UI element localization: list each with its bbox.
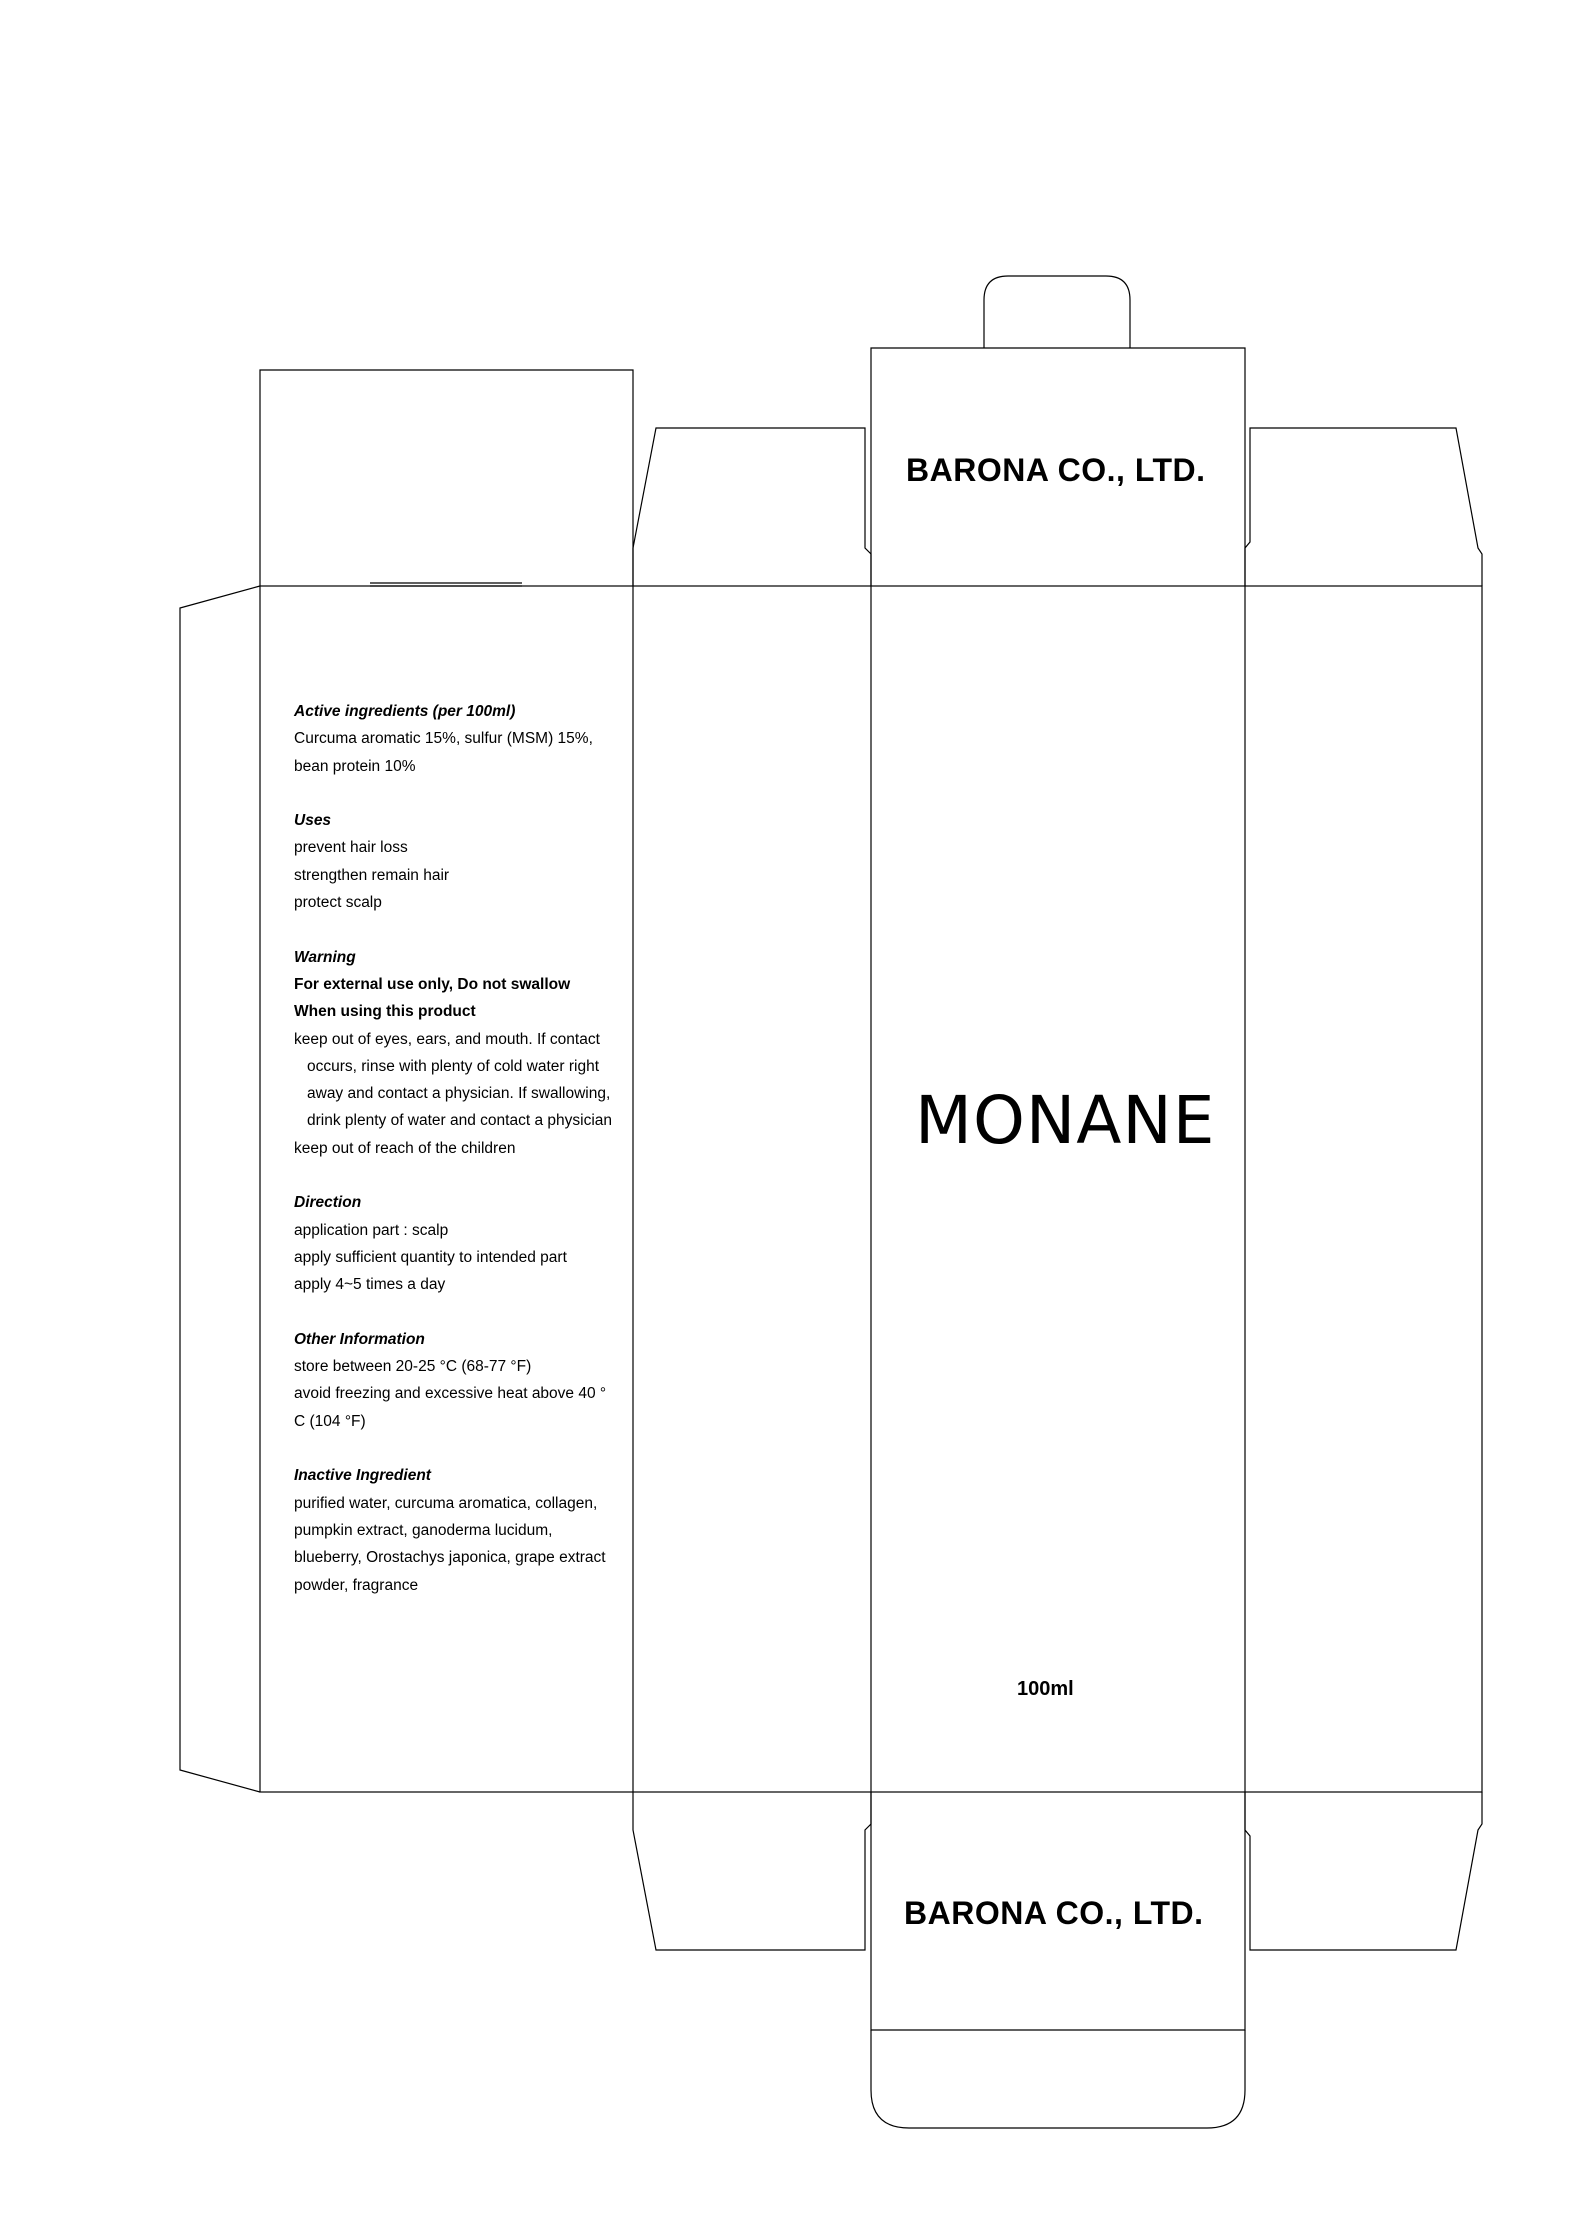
uses-line: protect scalp: [294, 894, 382, 912]
inactive-ingredient-heading: Inactive Ingredient: [294, 1467, 431, 1485]
warning-section: [294, 944, 624, 1162]
bottom-flap-brand: BARONA CO., LTD.: [904, 1895, 1204, 1931]
other-information-line: C (104 °F): [294, 1412, 366, 1430]
other-information-line: avoid freezing and excessive heat above 40 °: [294, 1385, 607, 1403]
top-dust-flap-1: [633, 428, 871, 586]
active-ingredients-heading: Active ingredients (per 100ml): [294, 703, 516, 720]
info-panel: [294, 698, 624, 1626]
warning-indented-line: occurs, rinse with plenty of cold water right: [307, 1057, 600, 1075]
warning-heading: Warning: [294, 948, 356, 966]
glue-flap: [180, 586, 260, 1792]
uses-heading: Uses: [294, 812, 332, 830]
other-information-section: [294, 1326, 624, 1435]
product-volume: 100ml: [1017, 1678, 1074, 1700]
direction-line: apply sufficient quantity to intended part: [294, 1248, 567, 1266]
uses-section: [294, 807, 624, 916]
uses-line: strengthen remain hair: [294, 866, 450, 884]
product-name: MONANE: [915, 1082, 1216, 1159]
warning-indented-line: drink plenty of water and contact a physician: [307, 1112, 613, 1130]
active-ingredients-section: [294, 698, 624, 780]
direction-section: [294, 1189, 624, 1298]
uses-line: prevent hair loss: [294, 839, 408, 857]
inactive-ingredient-line: pumpkin extract, ganoderma lucidum,: [294, 1521, 553, 1539]
top-tab: [984, 276, 1130, 348]
other-information-heading: Other Information: [294, 1330, 425, 1348]
active-ingredients-line: bean protein 10%: [294, 757, 416, 775]
inactive-ingredient-line: powder, fragrance: [294, 1576, 419, 1594]
bottom-dust-flap-2: [1245, 1792, 1482, 1950]
direction-heading: Direction: [294, 1194, 362, 1212]
warning-bold-line: For external use only, Do not swallow: [294, 975, 571, 993]
inactive-ingredient-line: purified water, curcuma aromatica, collagen,: [294, 1494, 598, 1512]
warning-line: keep out of eyes, ears, and mouth. If contact: [294, 1030, 600, 1048]
inactive-ingredient-section: [294, 1462, 624, 1598]
direction-line: apply 4~5 times a day: [294, 1276, 446, 1294]
active-ingredients-line: Curcuma aromatic 15%, sulfur (MSM) 15%,: [294, 730, 593, 748]
top-flap-brand: BARONA CO., LTD.: [906, 452, 1206, 488]
top-tuck-panel: [260, 370, 633, 586]
top-dust-flap-2: [1245, 428, 1482, 586]
direction-line: application part : scalp: [294, 1221, 449, 1239]
other-information-line: store between 20-25 °C (68-77 °F): [294, 1358, 532, 1376]
inactive-ingredient-line: blueberry, Orostachys japonica, grape extract: [294, 1549, 606, 1567]
bottom-tab: [871, 2030, 1245, 2128]
warning-line: keep out of reach of the children: [294, 1139, 516, 1157]
warning-bold-line: When using this product: [294, 1003, 476, 1021]
warning-indented-line: away and contact a physician. If swallowing,: [307, 1085, 611, 1103]
bottom-dust-flap-1: [633, 1792, 871, 1950]
